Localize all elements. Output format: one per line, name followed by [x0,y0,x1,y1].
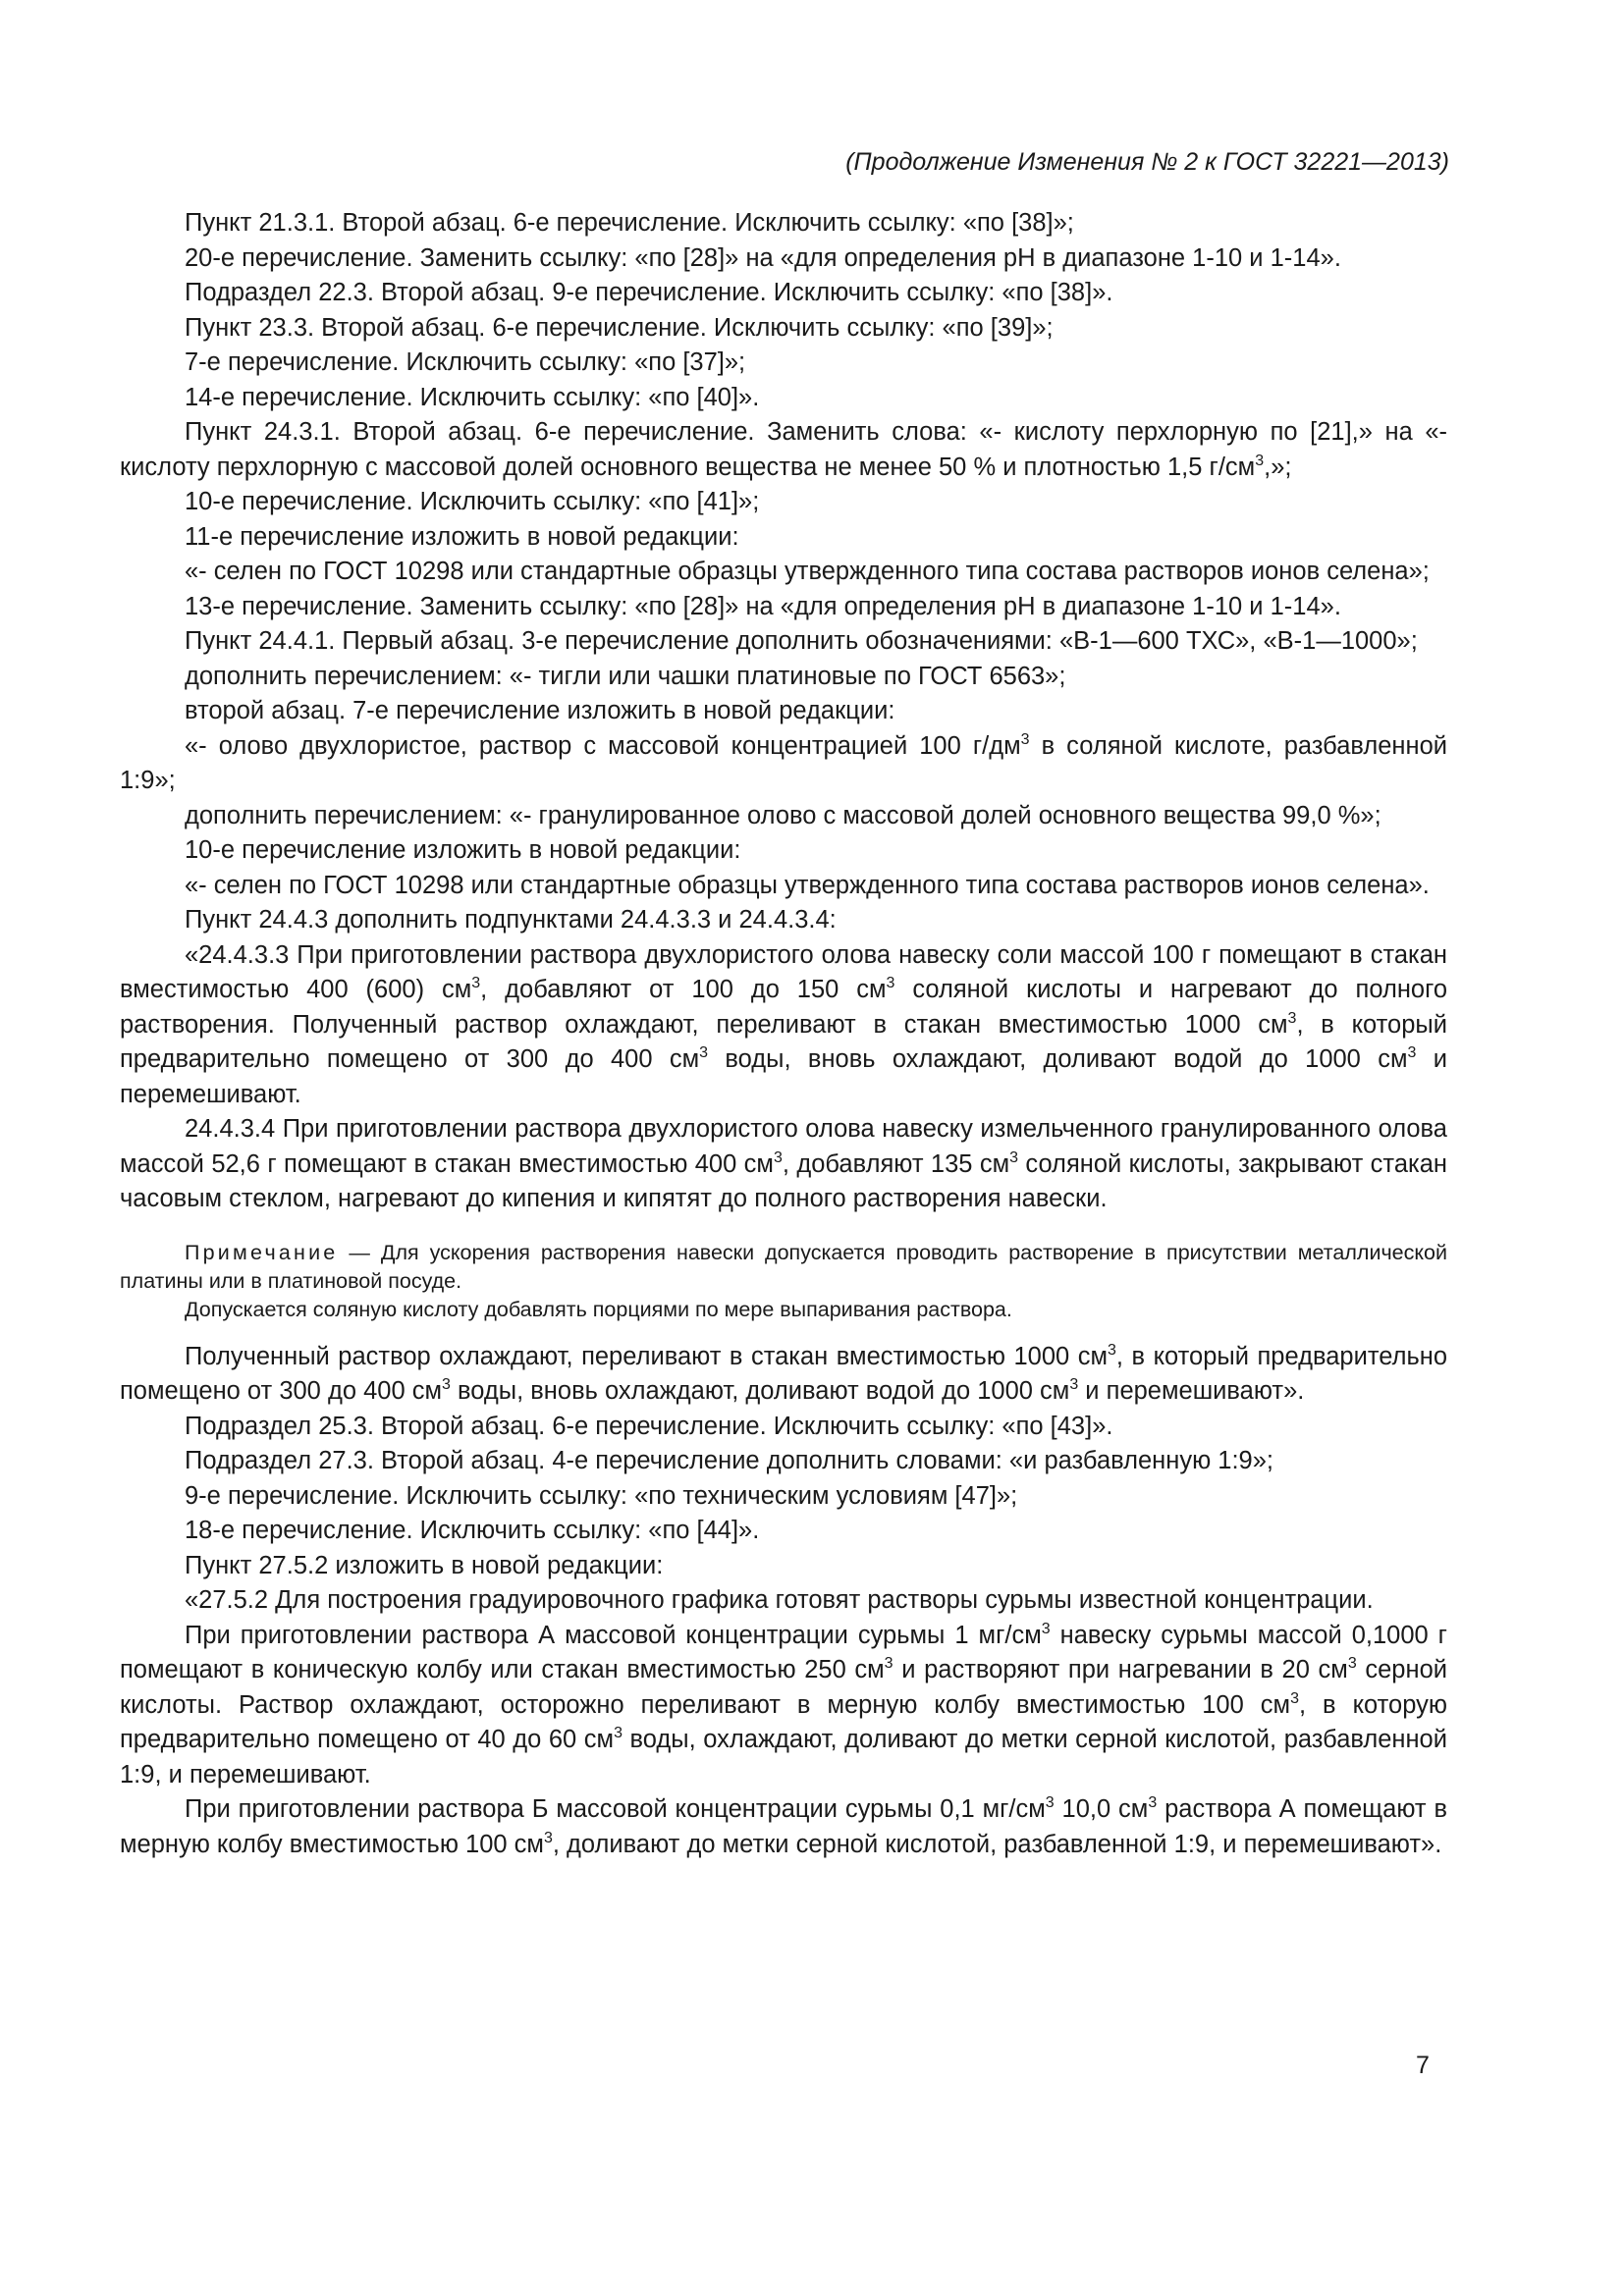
paragraph-text: 10-е перечисление изложить в новой редакции: [185,836,741,864]
paragraph-text: воды, вновь охлаждают, доливают водой до 1000 см [708,1045,1408,1073]
paragraph-text: «27.5.2 Для построения градуировочного графика готовят растворы сурьмы известной концентрации. [185,1586,1374,1614]
paragraph [120,1514,1447,1549]
paragraph [120,555,1447,590]
paragraph-text: , в который предварительно помещено от 300 до 400 см [120,1010,1447,1073]
paragraph [120,1479,1447,1515]
paragraph [120,1444,1447,1479]
paragraph [120,485,1447,520]
superscript: 3 [442,1376,451,1393]
paragraph-text: воды, охлаждают, доливают до метки серной кислотой, разбавленной 1:9, и перемешивают. [120,1726,1447,1789]
paragraph-text: Пункт 21.3.1. Второй абзац. 6-е перечисление. Исключить ссылку: «по [38]»; [185,209,1074,237]
paragraph [120,1112,1447,1217]
paragraph-text: 10-е перечисление. Исключить ссылку: «по [41]»; [185,488,760,515]
paragraph-text: 18-е перечисление. Исключить ссылку: «по [44]». [185,1517,760,1544]
superscript: 3 [1020,730,1030,748]
paragraph-text: 11-е перечисление изложить в новой редакции: [185,522,739,551]
paragraph-text: воды, вновь охлаждают, доливают водой до 1000 см [450,1377,1070,1405]
superscript: 3 [1347,1655,1357,1672]
paragraph-text: «- селен по ГОСТ 10298 или стандартные образцы утвержденного типа состава растворов ионов селена». [185,871,1430,899]
paragraph [120,1340,1447,1410]
note-paragraph [120,1239,1447,1296]
paragraph-text: дополнить перечислением: «- тигли или чашки платиновые по ГОСТ 6563»; [185,662,1066,690]
superscript: 3 [1108,1341,1116,1359]
paragraph-text: «- селен по ГОСТ 10298 или стандартные образцы утвержденного типа состава растворов ионов селена»; [185,558,1430,585]
paragraph-text: второй абзац. 7-е перечисление изложить в новой редакции: [185,697,895,724]
paragraph [120,624,1447,660]
paragraph-text: ,»; [1264,453,1292,481]
paragraph-text: 24.4.3.4 При приготовлении раствора двухлористого олова навеску измельченного гранулированного олова массой 52,6 г помещают в стакан вместимостью 400 см [120,1115,1447,1178]
note-text: — Для ускорения растворения навески допускается проводить растворение в присутствии металлической платины или в платиновой посуде. [120,1240,1447,1293]
superscript: 3 [1255,452,1265,469]
paragraph [120,206,1447,241]
note-label: Примечание [185,1240,339,1264]
paragraph-text: 9-е перечисление. Исключить ссылку: «по техническим условиям [47]»; [185,1481,1018,1510]
page-number: 7 [1416,2052,1430,2079]
paragraph-text: серной кислоты. Раствор охлаждают, осторожно переливают в мерную колбу вместимостью 100 см [120,1656,1447,1719]
superscript: 3 [1045,1794,1055,1811]
paragraph-text: 13-е перечисление. Заменить ссылку: «по [28]» на «для определения рН в диапазоне 1-10 и 1-14». [185,592,1341,620]
paragraph [120,1583,1447,1619]
paragraph-text: 20-е перечисление. Заменить ссылку: «по [28]» на «для определения рН в диапазоне 1-10 и 1-14». [185,243,1341,272]
amendment-list-part-1 [120,206,1447,1217]
superscript: 3 [1407,1044,1417,1061]
paragraph [120,520,1447,556]
paragraph-text: Пункт 27.5.2 изложить в новой редакции: [185,1551,664,1579]
paragraph [120,1792,1447,1862]
paragraph [120,903,1447,938]
paragraph-text: дополнить перечислением: «- гранулированное олово с массовой долей основного вещества 99,0 %»; [185,801,1381,829]
document-body [120,206,1447,1862]
paragraph [120,415,1447,485]
superscript: 3 [773,1148,783,1166]
paragraph [120,590,1447,625]
superscript: 3 [471,975,481,991]
note-block [120,1239,1447,1324]
paragraph [120,241,1447,277]
paragraph-text: «- олово двухлористое, раствор с массовой концентрацией 100 г/дм [185,731,1021,760]
paragraph [120,833,1447,869]
paragraph [120,938,1447,1113]
superscript: 3 [1148,1794,1158,1811]
superscript: 3 [1041,1620,1051,1637]
page-header: (Продолжение Изменения № 2 к ГОСТ 32221—2013) [845,148,1449,176]
superscript: 3 [614,1725,623,1741]
paragraph-text: При приготовлении раствора Б массовой концентрации сурьмы 0,1 мг/см [185,1795,1046,1823]
paragraph [120,869,1447,904]
paragraph-text: , доливают до метки серной кислотой, разбавленной 1:9, и перемешивают». [552,1830,1442,1858]
paragraph [120,799,1447,834]
paragraph-text: При приготовлении раствора А массовой концентрации сурьмы 1 мг/см [185,1621,1042,1649]
paragraph-text: , в который предварительно помещено от 300 до 400 см [120,1342,1447,1405]
paragraph [120,311,1447,347]
paragraph [120,660,1447,695]
superscript: 3 [1287,1009,1297,1027]
paragraph-text: соляной кислоты, закрывают стакан часовым стеклом, нагревают до кипения и кипятят до полного растворения навески. [120,1149,1447,1212]
paragraph [120,1410,1447,1445]
paragraph-text: Пункт 24.4.3 дополнить подпунктами 24.4.3.3 и 24.4.3.4: [185,906,837,934]
superscript: 3 [1069,1376,1079,1393]
paragraph-text: 10,0 см [1054,1795,1149,1823]
paragraph-text: Подраздел 25.3. Второй абзац. 6-е перечисление. Исключить ссылку: «по [43]». [185,1412,1113,1440]
paragraph-text: , добавляют 135 см [782,1149,1010,1178]
paragraph-text: Полученный раствор охлаждают, переливают в стакан вместимостью 1000 см [185,1342,1109,1370]
paragraph-text: 14-е перечисление. Исключить ссылку: «по [40]». [185,383,760,411]
superscript: 3 [1009,1148,1019,1166]
paragraph-text: в соляной кислоте, разбавленной 1:9»; [120,731,1447,794]
superscript: 3 [1290,1689,1299,1707]
superscript: 3 [884,1655,893,1672]
paragraph-text: Подраздел 22.3. Второй абзац. 9-е перечисление. Исключить ссылку: «по [38]». [185,279,1113,306]
paragraph-text: соляной кислоты и нагревают до полного растворения. Полученный раствор охлаждают, переливают в стакан вместимостью 1000 см [120,976,1448,1039]
paragraph-text: Пункт 24.4.1. Первый абзац. 3-е перечисление дополнить обозначениями: «В-1—600 ТХС», «В-1—1000»; [185,627,1418,655]
paragraph-text: и перемешивают». [1078,1377,1305,1405]
paragraph-text: и растворяют при нагревании в 20 см [893,1656,1348,1683]
paragraph-text: 7-е перечисление. Исключить ссылку: «по [37]»; [185,348,746,376]
paragraph-text: , в которую предварительно помещено от 40 до 60 см [120,1690,1447,1753]
paragraph [120,1619,1447,1793]
paragraph-text: Пункт 24.3.1. Второй абзац. 6-е перечисление. Заменить слова: «- кислоту перхлорную по [21],» на «- кислоту перхлорную с массовой долей основного вещества не менее 50 % и плотностью 1,5 г/см [120,418,1447,481]
superscript: 3 [699,1044,709,1061]
paragraph-text: Подраздел 27.3. Второй абзац. 4-е перечисление дополнить словами: «и разбавленную 1:9»; [185,1447,1273,1474]
amendment-list-part-2 [120,1340,1447,1863]
paragraph [120,276,1447,311]
paragraph-text: навеску сурьмы массой 0,1000 г помещают в коническую колбу или стакан вместимостью 250 см [120,1621,1447,1683]
paragraph [120,381,1447,416]
paragraph [120,694,1447,729]
paragraph-text: , добавляют от 100 до 150 см [480,976,887,1003]
superscript: 3 [543,1829,553,1846]
paragraph [120,729,1447,799]
superscript: 3 [886,975,895,991]
paragraph-text: и перемешивают. [120,1045,1447,1108]
note-paragraph-2: Допускается соляную кислоту добавлять порциями по мере выпаривания раствора. [185,1297,1012,1321]
paragraph [120,346,1447,381]
paragraph-text: «24.4.3.3 При приготовлении раствора двухлористого олова навеску соли массой 100 г помещают в стакан вместимостью 400 (600) см [120,940,1447,1003]
paragraph-text: Пункт 23.3. Второй абзац. 6-е перечисление. Исключить ссылку: «по [39]»; [185,313,1054,342]
paragraph-text: раствора А помещают в мерную колбу вместимостью 100 см [120,1795,1447,1858]
paragraph [120,1549,1447,1584]
